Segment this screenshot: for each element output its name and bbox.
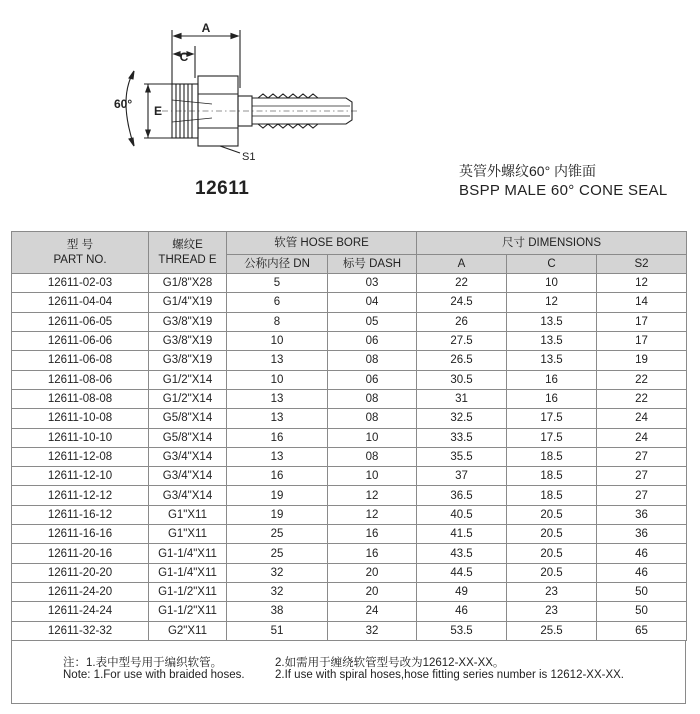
note-en-2: 2.If use with spiral hoses,hose fitting series number is 12612-XX-XX.: [275, 669, 625, 681]
cell-s2: 22: [597, 370, 687, 389]
cell-dash: 20: [328, 563, 417, 582]
cell-dash: 12: [328, 486, 417, 505]
cell-thread: G3/4"X14: [149, 447, 227, 466]
table-row: [12, 447, 687, 466]
cell-c: 18.5: [507, 447, 597, 466]
cell-dash: 12: [328, 505, 417, 524]
note-cn-1: 注：1.表中型号用于编织软管。: [63, 657, 223, 669]
cell-dash: 06: [328, 370, 417, 389]
cell-thread: G1"X11: [149, 525, 227, 544]
cell-s2: 17: [597, 312, 687, 331]
cell-dn: 8: [227, 312, 328, 331]
cell-dash: 10: [328, 428, 417, 447]
cell-thread: G1-1/4"X11: [149, 544, 227, 563]
cell-s2: 12: [597, 274, 687, 293]
cell-dash: 16: [328, 544, 417, 563]
cell-dash: 03: [328, 274, 417, 293]
cell-s2: 24: [597, 428, 687, 447]
cell-part-no: 12611-20-20: [12, 563, 149, 582]
header-hose-bore: 软管 HOSE BORE: [227, 232, 417, 255]
header-dn: 公称内径 DN: [227, 255, 328, 274]
note-line-chinese: [63, 654, 505, 670]
cell-c: 13.5: [507, 351, 597, 370]
cell-s2: 46: [597, 563, 687, 582]
cell-s2: 65: [597, 621, 687, 640]
cell-thread: G1-1/2"X11: [149, 602, 227, 621]
cell-dash: 08: [328, 409, 417, 428]
cell-c: 16: [507, 389, 597, 408]
cell-dash: 24: [328, 602, 417, 621]
cell-s2: 24: [597, 409, 687, 428]
cell-dn: 10: [227, 370, 328, 389]
header-part-en: PART NO.: [53, 253, 107, 266]
cell-c: 10: [507, 274, 597, 293]
cell-s2: 46: [597, 544, 687, 563]
table-row: [12, 583, 687, 602]
header-a: A: [417, 255, 507, 274]
specification-table: [11, 231, 687, 641]
cell-c: 20.5: [507, 505, 597, 524]
title-english: BSPP MALE 60° CONE SEAL: [459, 182, 668, 199]
cell-dn: 10: [227, 331, 328, 350]
header-thread-cn: 螺纹E: [172, 238, 203, 251]
dimension-c-label: C: [179, 50, 189, 64]
cell-thread: G3/8"X19: [149, 312, 227, 331]
note-en-1: Note: 1.For use with braided hoses.: [63, 669, 245, 681]
cell-c: 13.5: [507, 312, 597, 331]
cell-s2: 27: [597, 447, 687, 466]
dimension-a-label: A: [201, 21, 211, 35]
cell-dn: 16: [227, 467, 328, 486]
table-row: [12, 428, 687, 447]
cell-a: 35.5: [417, 447, 507, 466]
cell-dn: 25: [227, 525, 328, 544]
table-row: [12, 389, 687, 408]
cell-a: 33.5: [417, 428, 507, 447]
cell-s2: 50: [597, 583, 687, 602]
cell-part-no: 12611-16-12: [12, 505, 149, 524]
angle-label: 60°: [114, 97, 133, 111]
cell-thread: G2"X11: [149, 621, 227, 640]
cell-c: 25.5: [507, 621, 597, 640]
cell-part-no: 12611-32-32: [12, 621, 149, 640]
table-row: [12, 274, 687, 293]
cell-s2: 36: [597, 525, 687, 544]
cell-dn: 19: [227, 486, 328, 505]
table-row: [12, 505, 687, 524]
table-row: [12, 544, 687, 563]
header-part-no: [12, 232, 149, 274]
cell-dash: 32: [328, 621, 417, 640]
header-dash: 标号 DASH: [328, 255, 417, 274]
cell-thread: G1/4"X19: [149, 293, 227, 312]
cell-s2: 50: [597, 602, 687, 621]
cell-part-no: 12611-12-12: [12, 486, 149, 505]
cell-dash: 05: [328, 312, 417, 331]
cell-thread: G3/4"X14: [149, 486, 227, 505]
cell-a: 37: [417, 467, 507, 486]
cell-thread: G5/8"X14: [149, 409, 227, 428]
table-row: [12, 621, 687, 640]
cell-thread: G1/8"X28: [149, 274, 227, 293]
table-row: [12, 331, 687, 350]
cell-dash: 20: [328, 583, 417, 602]
cell-dn: 13: [227, 447, 328, 466]
cell-part-no: 12611-12-08: [12, 447, 149, 466]
dimension-e-label: E: [154, 104, 163, 118]
cell-part-no: 12611-10-08: [12, 409, 149, 428]
cell-part-no: 12611-04-04: [12, 293, 149, 312]
cell-part-no: 12611-24-20: [12, 583, 149, 602]
cell-thread: G1-1/2"X11: [149, 583, 227, 602]
cell-c: 16: [507, 370, 597, 389]
cell-a: 46: [417, 602, 507, 621]
note-line-english: [63, 669, 625, 681]
table-row: [12, 409, 687, 428]
cell-a: 53.5: [417, 621, 507, 640]
fitting-drawing: [100, 18, 365, 178]
note-cn-2: 2.如需用于缠绕软管型号改为12612-XX-XX。: [275, 657, 505, 669]
cell-a: 26: [417, 312, 507, 331]
cell-dash: 08: [328, 447, 417, 466]
cell-a: 24.5: [417, 293, 507, 312]
header-thread: [149, 232, 227, 274]
cell-a: 27.5: [417, 331, 507, 350]
cell-part-no: 12611-16-16: [12, 525, 149, 544]
cell-part-no: 12611-06-08: [12, 351, 149, 370]
cell-c: 23: [507, 583, 597, 602]
cell-s2: 22: [597, 389, 687, 408]
cell-part-no: 12611-08-08: [12, 389, 149, 408]
cell-s2: 14: [597, 293, 687, 312]
cell-c: 12: [507, 293, 597, 312]
header-s2: S2: [597, 255, 687, 274]
table-row: [12, 525, 687, 544]
table-row: [12, 293, 687, 312]
cell-c: 18.5: [507, 467, 597, 486]
cell-c: 20.5: [507, 563, 597, 582]
cell-part-no: 12611-12-10: [12, 467, 149, 486]
cell-thread: G1/2"X14: [149, 370, 227, 389]
table-row: [12, 312, 687, 331]
cell-thread: G1"X11: [149, 505, 227, 524]
cell-c: 13.5: [507, 331, 597, 350]
cell-thread: G3/4"X14: [149, 467, 227, 486]
cell-part-no: 12611-24-24: [12, 602, 149, 621]
cell-dn: 16: [227, 428, 328, 447]
cell-dn: 13: [227, 389, 328, 408]
cell-a: 44.5: [417, 563, 507, 582]
cell-c: 17.5: [507, 409, 597, 428]
cell-thread: G5/8"X14: [149, 428, 227, 447]
cell-dash: 04: [328, 293, 417, 312]
cell-part-no: 12611-08-06: [12, 370, 149, 389]
cell-dn: 38: [227, 602, 328, 621]
notes-box: [11, 641, 686, 704]
cell-a: 26.5: [417, 351, 507, 370]
cell-thread: G1-1/4"X11: [149, 563, 227, 582]
cell-c: 17.5: [507, 428, 597, 447]
title-chinese: 英管外螺纹60° 内锥面: [459, 163, 597, 179]
cell-dn: 51: [227, 621, 328, 640]
cell-a: 30.5: [417, 370, 507, 389]
cell-dash: 08: [328, 351, 417, 370]
table-row: [12, 467, 687, 486]
cell-thread: G3/8"X19: [149, 351, 227, 370]
cell-thread: G1/2"X14: [149, 389, 227, 408]
cell-part-no: 12611-02-03: [12, 274, 149, 293]
cell-thread: G3/8"X19: [149, 331, 227, 350]
cell-a: 40.5: [417, 505, 507, 524]
cell-dn: 13: [227, 351, 328, 370]
cell-dn: 13: [227, 409, 328, 428]
cell-a: 22: [417, 274, 507, 293]
cell-part-no: 12611-10-10: [12, 428, 149, 447]
cell-c: 18.5: [507, 486, 597, 505]
dimension-s1-label: S1: [242, 151, 256, 163]
table-row: [12, 370, 687, 389]
cell-s2: 19: [597, 351, 687, 370]
table-row: [12, 563, 687, 582]
cell-dash: 06: [328, 331, 417, 350]
cell-a: 41.5: [417, 525, 507, 544]
cell-dash: 10: [328, 467, 417, 486]
cell-dn: 32: [227, 563, 328, 582]
table-row: [12, 351, 687, 370]
cell-dn: 19: [227, 505, 328, 524]
cell-a: 49: [417, 583, 507, 602]
header-dimensions: 尺寸 DIMENSIONS: [417, 232, 687, 255]
cell-dash: 08: [328, 389, 417, 408]
cell-part-no: 12611-20-16: [12, 544, 149, 563]
cell-dn: 25: [227, 544, 328, 563]
cell-a: 31: [417, 389, 507, 408]
header-part-cn: 型 号: [66, 238, 94, 251]
part-number-title: 12611: [195, 178, 250, 199]
cell-a: 43.5: [417, 544, 507, 563]
cell-dash: 16: [328, 525, 417, 544]
cell-dn: 32: [227, 583, 328, 602]
table-row: [12, 602, 687, 621]
cell-a: 36.5: [417, 486, 507, 505]
cell-c: 20.5: [507, 544, 597, 563]
cell-s2: 27: [597, 467, 687, 486]
cell-dn: 6: [227, 293, 328, 312]
cell-s2: 36: [597, 505, 687, 524]
cell-a: 32.5: [417, 409, 507, 428]
table-row: [12, 486, 687, 505]
cell-s2: 17: [597, 331, 687, 350]
cell-c: 20.5: [507, 525, 597, 544]
cell-c: 23: [507, 602, 597, 621]
cell-part-no: 12611-06-06: [12, 331, 149, 350]
header-c: C: [507, 255, 597, 274]
cell-dn: 5: [227, 274, 328, 293]
cell-part-no: 12611-06-05: [12, 312, 149, 331]
cell-s2: 27: [597, 486, 687, 505]
header-thread-en: THREAD E: [158, 253, 217, 266]
